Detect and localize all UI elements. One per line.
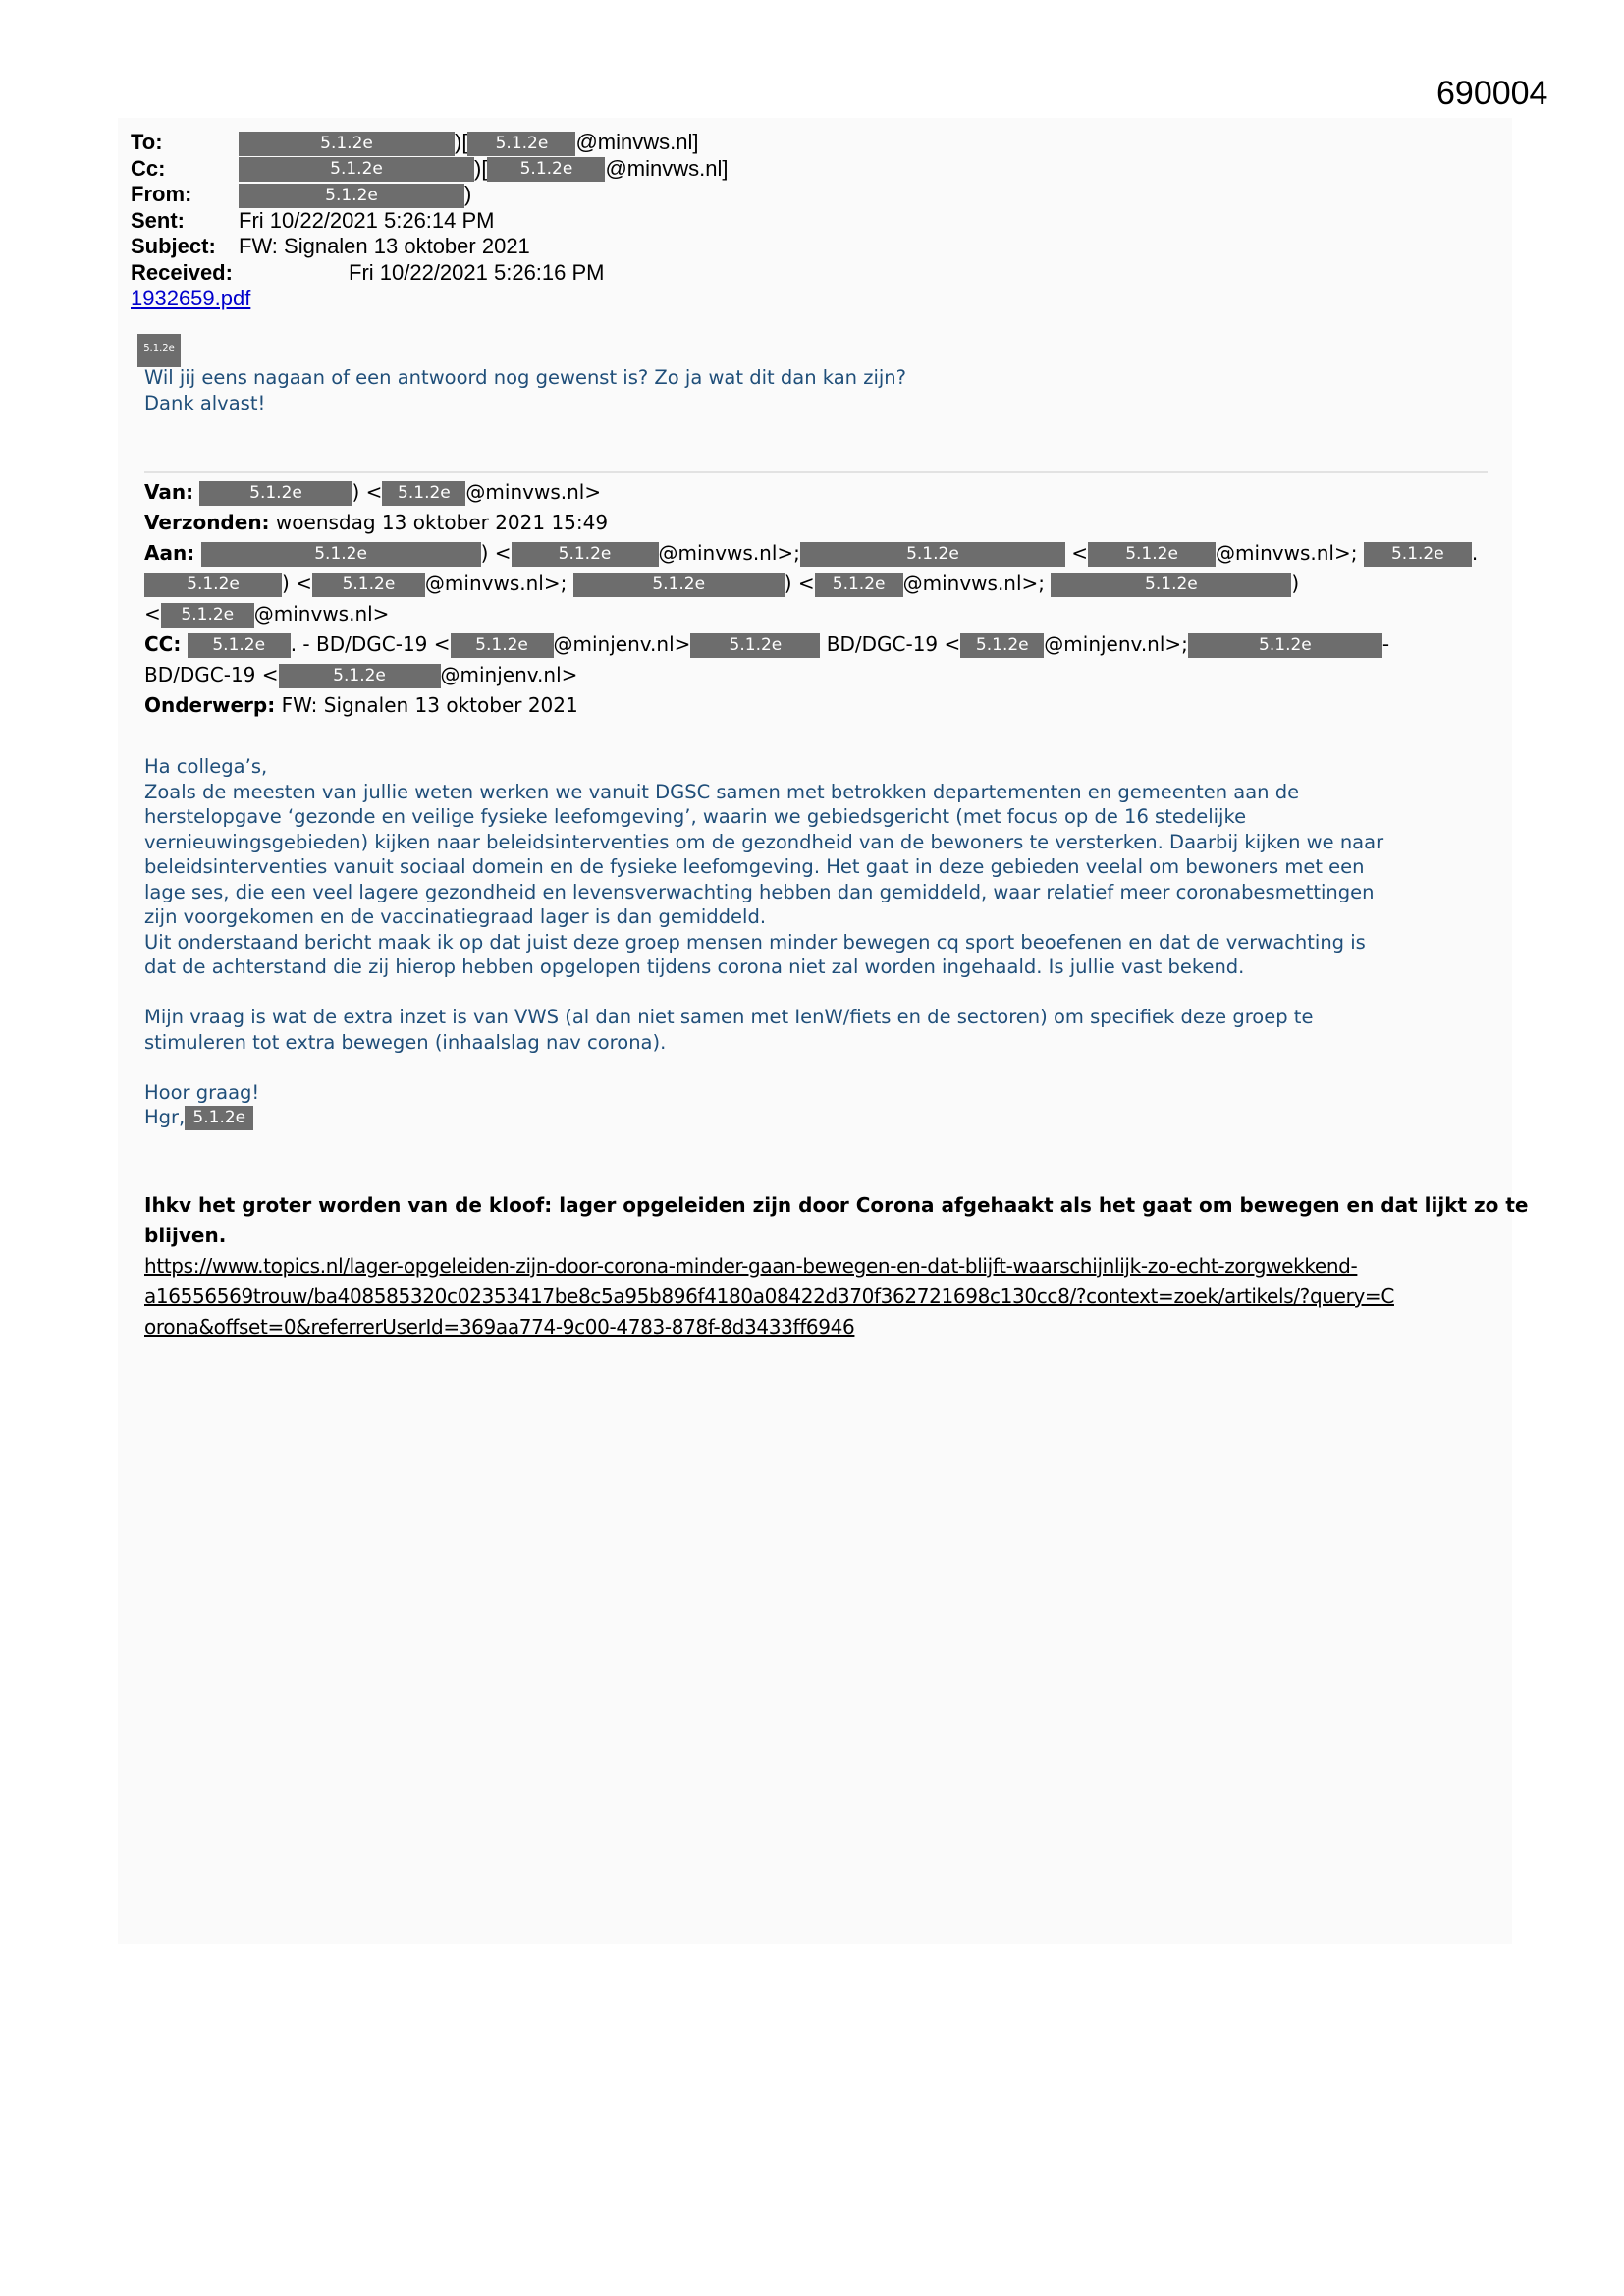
signature: Hgr, 5.1.2e bbox=[144, 1105, 1499, 1130]
aan-row: Aan: 5.1.2e ) < 5.1.2e @minvws.nl>; 5.1.2e < 5.1.2e @minvws.nl>; 5.1.2e . bbox=[144, 541, 1479, 565]
to-row bbox=[131, 130, 699, 156]
article-link-3[interactable]: orona&offset=0&referrerUserId=369aa774-9c00-4783-878f-8d3433ff6946 bbox=[144, 1315, 855, 1339]
greeting: Ha collega’s, bbox=[144, 755, 268, 778]
subject-value: FW: Signalen 13 oktober 2021 bbox=[239, 234, 530, 258]
received-label: Received: bbox=[131, 259, 233, 285]
redaction-block: 5.1.2e bbox=[161, 603, 254, 628]
body-line: beleidsinterventies vanuit sociaal domein en de fysieke leefomgeving. Het gaat in deze gebieden veelal om bewoners met een bbox=[144, 855, 1365, 878]
article-link-2[interactable]: a16556569trouw/ba408585320c02353417be8c5a95b896f4180a08422d370f362721698c130cc8/?context=zoek/artikels/?query=C bbox=[144, 1285, 1394, 1308]
redaction-block: 5.1.2e bbox=[1051, 573, 1291, 597]
redaction-block: 5.1.2e bbox=[690, 633, 820, 658]
closing: Hoor graag! bbox=[144, 1080, 260, 1104]
onderwerp-label: Onderwerp: bbox=[144, 693, 276, 717]
verzonden-label: Verzonden: bbox=[144, 511, 270, 534]
cc-domain: @minvws.nl] bbox=[605, 155, 729, 181]
redaction-block: 5.1.2e bbox=[144, 573, 282, 597]
redaction-block: 5.1.2e bbox=[185, 1106, 253, 1130]
received-row bbox=[131, 259, 605, 287]
sent-label: Sent: bbox=[131, 207, 185, 233]
to-domain: @minvws.nl] bbox=[575, 130, 699, 154]
redaction-block: 5.1.2e bbox=[382, 481, 465, 506]
attachment-link[interactable]: 1932659.pdf bbox=[131, 286, 251, 310]
from-label: From: bbox=[131, 182, 192, 206]
redaction-block: 5.1.2e bbox=[467, 132, 575, 156]
redaction-block: 5.1.2e bbox=[137, 334, 181, 367]
redaction-block: 5.1.2e bbox=[239, 132, 455, 156]
van-label: Van: bbox=[144, 480, 194, 504]
redaction-block: 5.1.2e bbox=[573, 573, 785, 597]
from-value: 5.1.2e ) bbox=[239, 182, 471, 208]
redaction-block: 5.1.2e bbox=[279, 664, 441, 688]
redaction-block: 5.1.2e bbox=[960, 633, 1044, 658]
article-title-2: blijven. bbox=[144, 1224, 227, 1247]
body-line: herstelopgave ‘gezonde en veilige fysieke leefomgeving’, waarin we gebiedsgericht (met focus op de 16 stedelijke bbox=[144, 805, 1247, 828]
body-line: zijn voorgekomen en de vaccinatiegraad lager is dan gemiddeld. bbox=[144, 905, 767, 928]
redaction-block: 5.1.2e bbox=[239, 157, 474, 182]
verzonden-row bbox=[144, 508, 1499, 538]
attachment-row bbox=[131, 286, 250, 312]
redaction-block: 5.1.2e bbox=[451, 633, 554, 658]
cc-fwd-row: CC: 5.1.2e . - BD/DGC-19 < 5.1.2e @minjenv.nl> 5.1.2e BD/DGC-19 < 5.1.2e @minjenv.nl>; 5.1.2e - bbox=[144, 632, 1390, 656]
redaction-block: 5.1.2e bbox=[188, 633, 291, 658]
aan-row-3: < 5.1.2e @minvws.nl> bbox=[144, 602, 390, 626]
redaction-block: 5.1.2e bbox=[1364, 542, 1472, 567]
aan-label: Aan: bbox=[144, 541, 195, 565]
body-line: Uit onderstaand bericht maak ik op dat juist deze groep mensen minder bewegen cq sport beoefenen en dat de verwachting is bbox=[144, 930, 1366, 954]
message-body bbox=[144, 754, 1499, 1130]
redaction-block: 5.1.2e bbox=[512, 542, 659, 567]
redaction-block: 5.1.2e bbox=[815, 573, 903, 597]
received-value: Fri 10/22/2021 5:26:16 PM bbox=[349, 259, 605, 285]
redaction-block: 5.1.2e bbox=[201, 542, 481, 567]
article-title: Ihkv het groter worden van de kloof: lager opgeleiden zijn door Corona afgehaakt als het gaat om bewegen en dat lijkt zo te bbox=[144, 1193, 1529, 1217]
body-line: vernieuwingsgebieden) kijken naar beleidsinterventies om de gezondheid van de bewoners te versterken. Daarbij kijken we naar bbox=[144, 830, 1384, 853]
aan-row-2: 5.1.2e ) < 5.1.2e @minvws.nl>; 5.1.2e ) < 5.1.2e @minvws.nl>; 5.1.2e ) bbox=[144, 569, 1499, 599]
message-line: Dank alvast! bbox=[144, 392, 266, 414]
article-reference bbox=[144, 1190, 1529, 1342]
message-line: Wil jij eens nagaan of een antwoord nog gewenst is? Zo ja wat dit dan kan zijn? bbox=[144, 366, 906, 389]
body-line: dat de achterstand die zij hierop hebben opgelopen tijdens corona niet zal worden ingehaald. Is jullie vast bekend. bbox=[144, 956, 1245, 978]
subject-label: Subject: bbox=[131, 234, 216, 258]
cc-fwd-row-2: BD/DGC-19 < 5.1.2e @minjenv.nl> bbox=[144, 663, 578, 686]
verzonden-value: woensdag 13 oktober 2021 15:49 bbox=[275, 511, 609, 534]
redaction-block: 5.1.2e bbox=[199, 481, 352, 506]
from-row bbox=[131, 182, 472, 208]
to-value: 5.1.2e )[ 5.1.2e @minvws.nl] bbox=[239, 130, 698, 156]
separator bbox=[144, 471, 1488, 473]
redaction-block: 5.1.2e bbox=[1088, 542, 1216, 567]
body-line: lage ses, die een veel lagere gezondheid en levensverwachting hebben dan gemiddeld, waar relatief meer coronabesmettingen bbox=[144, 880, 1375, 903]
onderwerp-row bbox=[144, 690, 1499, 721]
to-label: To: bbox=[131, 130, 163, 154]
forward-header bbox=[144, 477, 1499, 721]
body-line: stimuleren tot extra bewegen (inhaalslag nav corona). bbox=[144, 1030, 667, 1054]
article-link[interactable]: https://www.topics.nl/lager-opgeleiden-zijn-door-corona-minder-gaan-bewegen-en-dat-blijft-waarschijnlijk-zo-echt-zorgwekkend- bbox=[144, 1254, 1358, 1278]
onderwerp-value: FW: Signalen 13 oktober 2021 bbox=[281, 693, 578, 717]
email-header bbox=[131, 130, 729, 312]
document-number: 690004 bbox=[1436, 75, 1548, 112]
cc-value: 5.1.2e )[ 5.1.2e @minvws.nl] bbox=[239, 156, 728, 183]
redaction-block: 5.1.2e bbox=[312, 573, 425, 597]
subject-row bbox=[131, 234, 530, 260]
body-line: Zoals de meesten van jullie weten werken we vanuit DGSC samen met betrokken departementen en gemeenten aan de bbox=[144, 780, 1300, 803]
redaction-block: 5.1.2e bbox=[1188, 633, 1382, 658]
body-line: Mijn vraag is wat de extra inzet is van VWS (al dan niet samen met IenW/fiets en de sectoren) om specifiek deze groep te bbox=[144, 1006, 1314, 1028]
cc-row bbox=[131, 155, 729, 183]
van-row: Van: 5.1.2e ) < 5.1.2e @minvws.nl> bbox=[144, 480, 602, 504]
sent-row bbox=[131, 207, 495, 235]
sender-redaction bbox=[137, 334, 181, 367]
redaction-block: 5.1.2e bbox=[800, 542, 1065, 567]
redaction-block: 5.1.2e bbox=[239, 184, 464, 208]
first-message bbox=[144, 365, 906, 416]
redaction-block: 5.1.2e bbox=[487, 157, 605, 182]
cc-fwd-label: CC: bbox=[144, 632, 182, 656]
sent-value: Fri 10/22/2021 5:26:14 PM bbox=[239, 207, 495, 233]
cc-label: Cc: bbox=[131, 155, 166, 181]
